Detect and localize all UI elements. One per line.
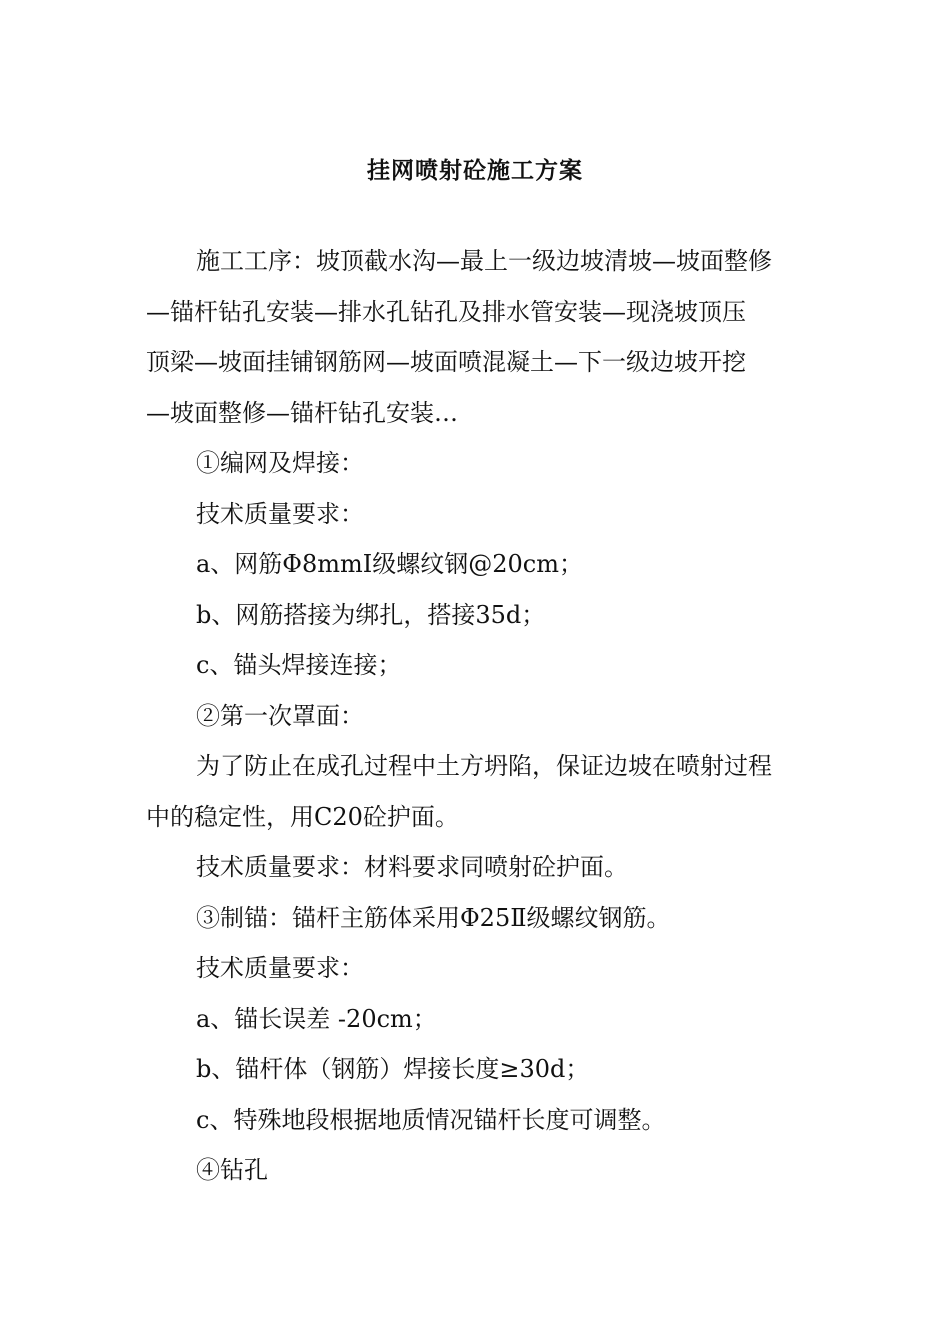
paragraph-line: 中的稳定性，用C20砼护面。 (146, 802, 459, 831)
document-title: 挂网喷射砼施工方案 (367, 157, 583, 184)
paragraph-line: —锚杆钻孔安装—排水孔钻孔及排水管安装—现浇坡顶压 (146, 297, 746, 326)
paragraph-line: 为了防止在成孔过程中土方坍陷，保证边坡在喷射过程 (196, 752, 772, 780)
paragraph-line: ①编网及焊接： (196, 449, 364, 477)
document-body (146, 236, 810, 1196)
paragraph-line: 顶梁—坡面挂铺钢筋网—坡面喷混凝土—下一级边坡开挖 (146, 348, 746, 376)
paragraph-line: 施工工序：坡顶截水沟—最上一级边坡清坡—坡面整修 (196, 247, 772, 275)
paragraph-line: 技术质量要求： (196, 954, 364, 982)
paragraph-line: b、网筋搭接为绑扎，搭接35d； (196, 600, 546, 629)
paragraph-line: c、特殊地段根据地质情况锚杆长度可调整。 (196, 1105, 666, 1134)
paragraph-line: ②第一次罩面： (196, 701, 364, 730)
paragraph-line: —坡面整修—锚杆钻孔安装… (146, 398, 458, 427)
paragraph-line: b、锚杆体（钢筋）焊接长度≥30d； (196, 1055, 590, 1083)
paragraph-line: 技术质量要求： (196, 499, 364, 528)
paragraph-line: a、网筋Φ8mmI级螺纹钢@20cm； (196, 550, 583, 578)
paragraph-line: a、锚长误差 -20cm； (196, 1004, 437, 1033)
paragraph-line: ③制锚：锚杆主筋体采用Φ25Ⅱ级螺纹钢筋。 (196, 903, 671, 932)
paragraph-line: ④钻孔 (196, 1156, 268, 1184)
paragraph-line: 技术质量要求：材料要求同喷射砼护面。 (196, 853, 628, 881)
paragraph-line: c、锚头焊接连接； (196, 651, 402, 679)
